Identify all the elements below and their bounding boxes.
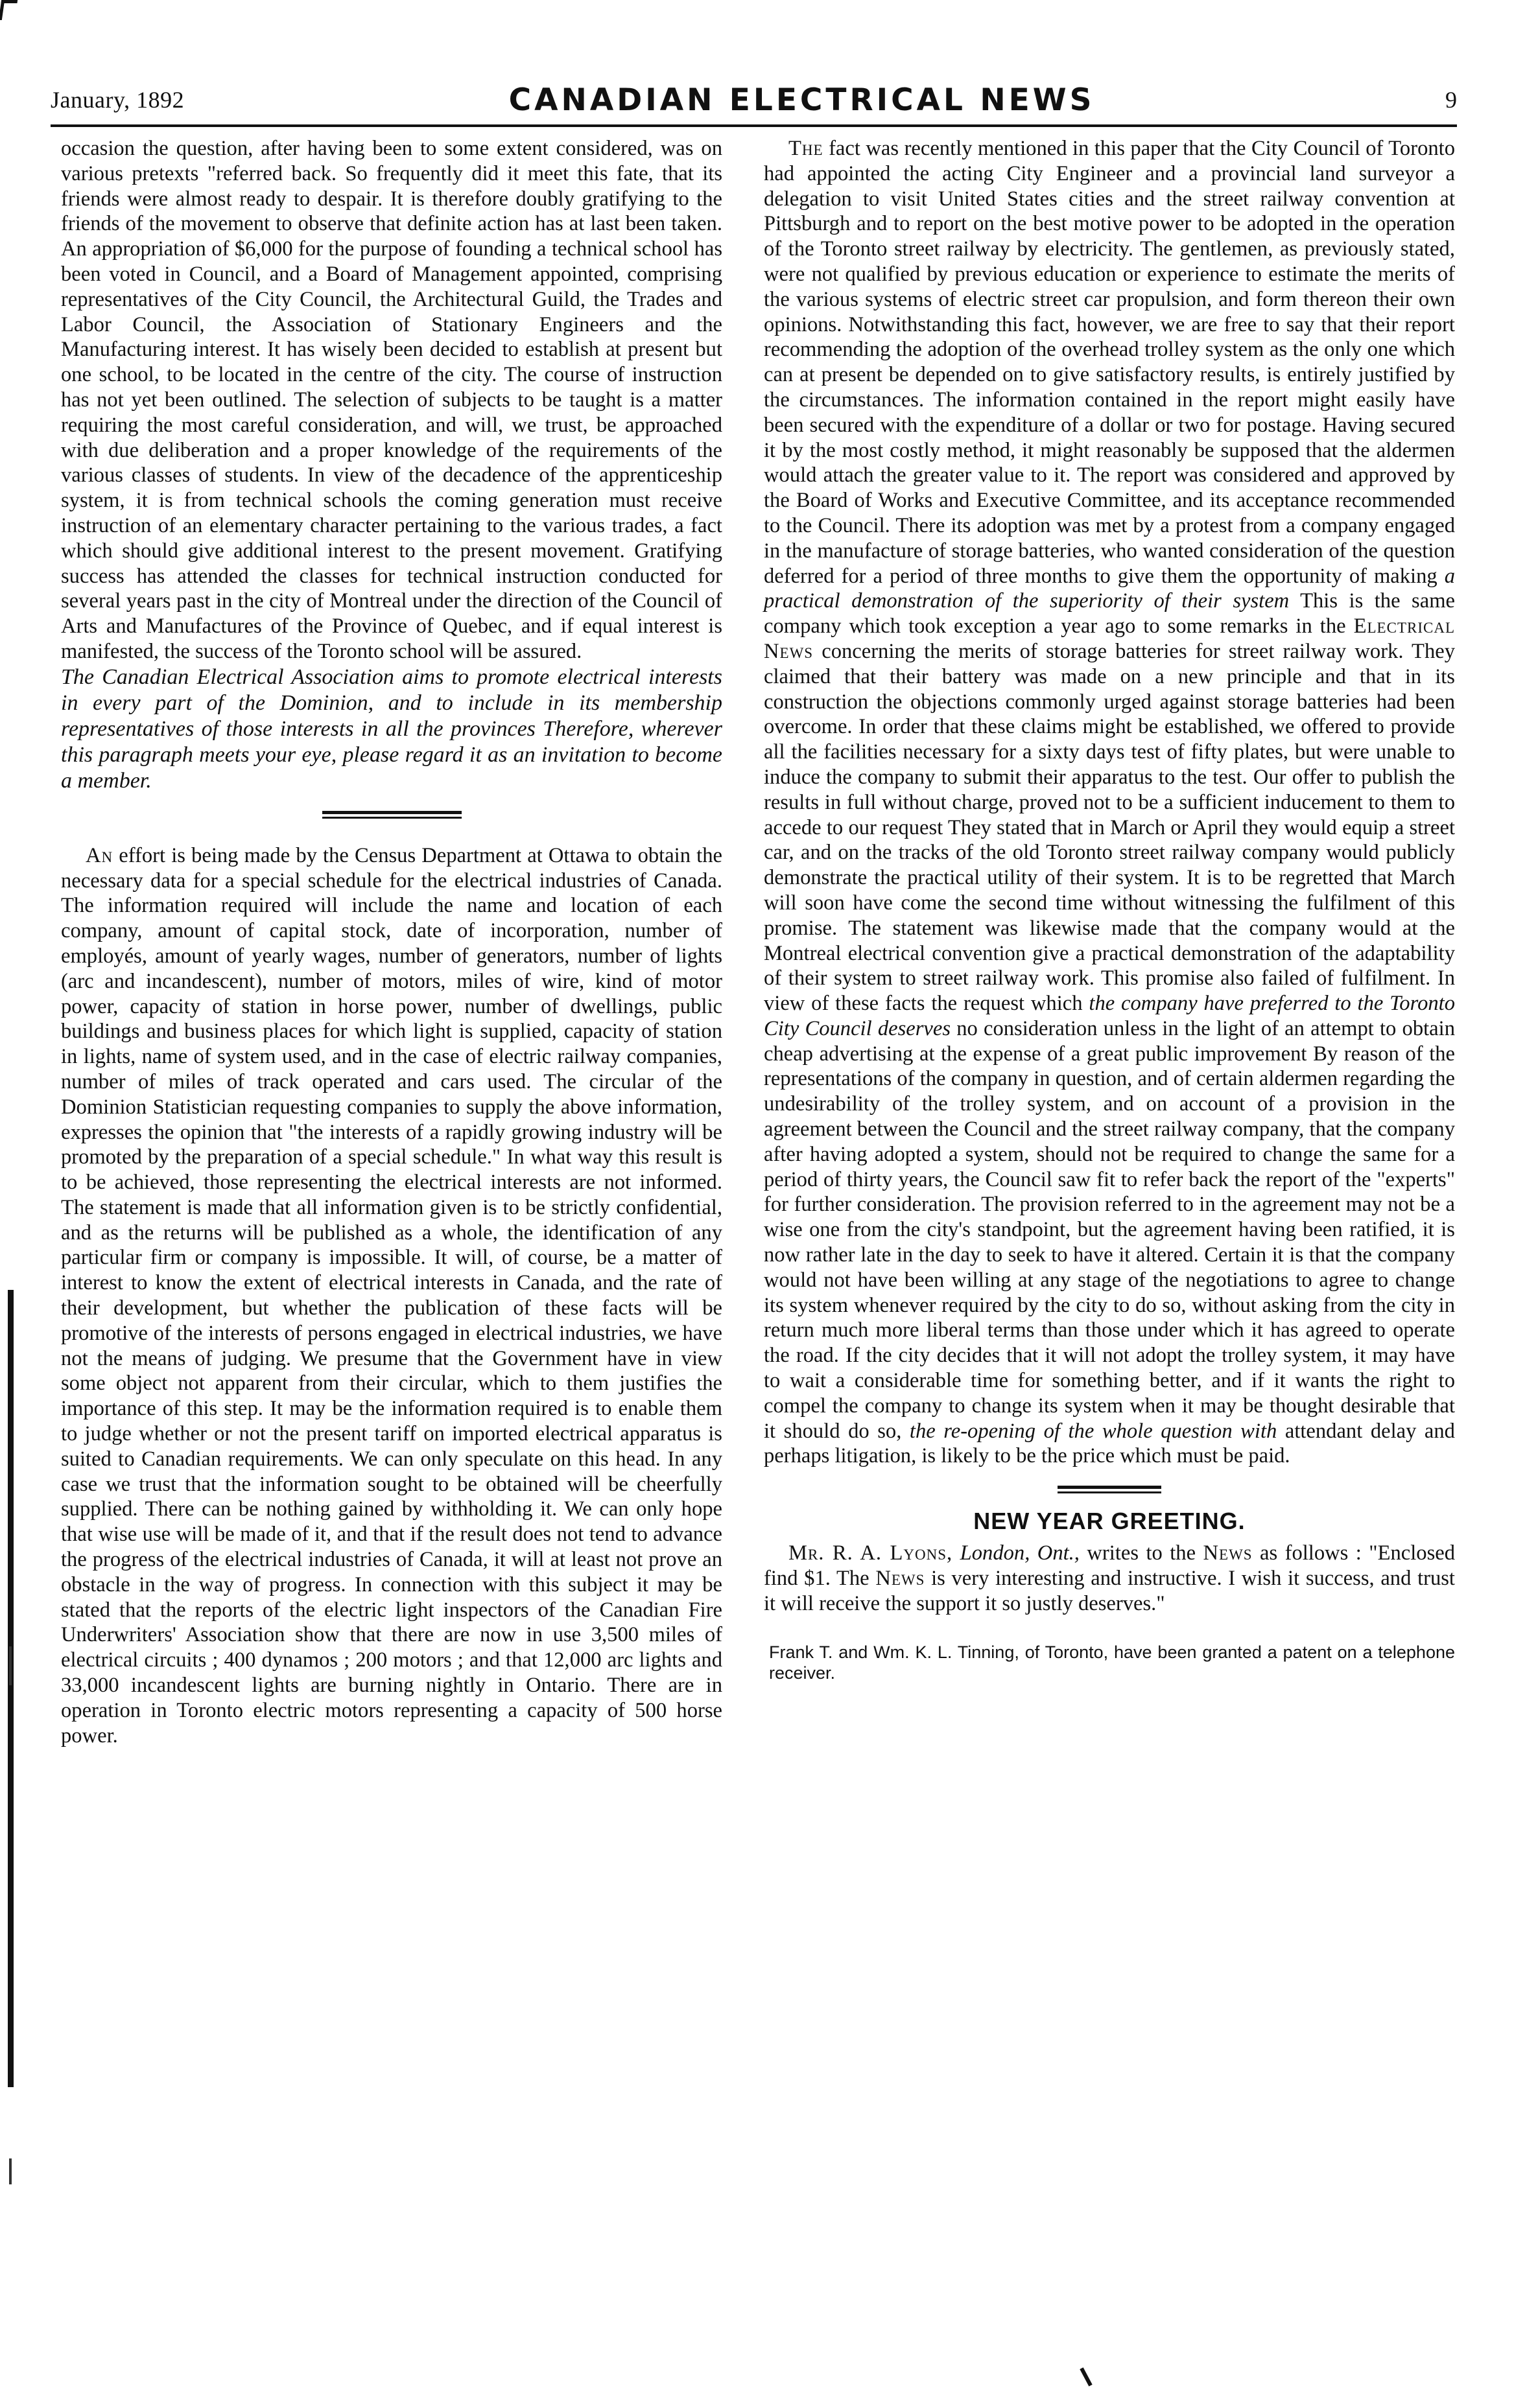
scan-margin-tick [9, 2158, 12, 2184]
street-railway-text-c: concerning the merits of storage batteries for street railway work. They claimed that their battery was made on a new principle and that in its construction the objections commonly urged against storage batteries had been overcome. In order that these claims might be established, we offered to provide all the facilities necessary for a sixty days test of fifty plates, but were unable to induce the company to submit their apparatus to the test. Our offer to publish the results in full without charge, proved not to be a sufficient inducement to them to accede to our request They stated that in March or April they would equip a street car, and on the tracks of the old Toronto street railway company would publicly demonstrate the practical utility of their system. It is to be regretted that March will soon have come the second time without witnessing the fulfilment of this promise. The statement was likewise made that the company would at the Montreal electrical convention give a practical demonstration of the adaptability of their system to street railway work. This promise also failed of fulfilment. In view of these facts the request which [764, 639, 1455, 1016]
greeting-publication-name-2: News [875, 1566, 925, 1590]
greeting-text-c: is very interesting and instructive. I wish it success, and trust it will receive the support it so justly deserves." [764, 1566, 1455, 1615]
scan-bottom-mark [1080, 2367, 1092, 2386]
census-paragraph-body: effort is being made by the Census Department at Ottawa to obtain the necessary data for a special schedule for the electrical industries of Canada. The information required will include the name and location of each company, amount of capital stock, date of incorporation, number of employés, amount of yearly wages, number of generators, number of lights (arc and incandescent), number of motors, miles of wire, kind of motor power, capacity of station in horse power, number of dwellings, public buildings and business places for which light is supplied, capacity of station in lights, name of system used, and in the case of electric railway companies, number of miles of track operated and cars used. The circular of the Dominion Statistician requesting companies to supply the above information, expresses the opinion that "the interests of a rapidly growing industry will be promoted by the preparation of a special schedule." In what way this result is to be achieved, those representing the electrical interests are not informed. The statement is made that all information given is to be strictly confidential, and as the returns will be published as a whole, the identification of any particular firm or company is impossible. It will, of course, be a matter of interest to know the extent of electrical interests in Canada, and the rate of their development, but whether the publication of these facts will be promotive of the interests of persons engaged in electrical industries, we have not the means of judging. We presume that the Government have in view some object not apparent from their circular, which to them justifies the importance of this step. It may be the information required is to enable them to judge whether or not the present tariff on imported electrical apparatus is suited to Canadian requirements. We can only speculate on this head. In any case we trust that the information sought to be obtained will be cheerfully supplied. There can be nothing gained by withholding it. We can only hope that wise use will be made of it, and that if the result does not tend to advance the progress of the electrical industries of Canada, it will at least not prove an obstacle in the way of progress. In connection with this subject it may be stated that the reports of the electric light inspectors of the Canadian Fire Underwriters' Association show that there are now in use 3,500 miles of electrical circuits ; 400 dynamos ; 200 motors ; and that 12,000 arc lights and 33,000 incandescent lights are burning nightly in Ontario. There are in operation in Toronto electric motors representing a capacity of 500 horse power. [61, 843, 722, 1748]
page-number: 9 [1445, 87, 1457, 113]
publication-name-inline: Electrical News [764, 614, 1455, 663]
technical-school-paragraph: occasion the question, after having been to some extent considered, was on various pretexts "referred back. So frequently did it meet this fate, that its friends were almost ready to despair. It is therefore doubly gratifying to the friends of the movement to observe that definite action has at last been taken. An appropriation of $6,000 for the purpose of founding a technical school has been voted in Council, and a Board of Management appointed, comprising representatives of the City Council, the Architectural Guild, the Trades and Labor Council, the Association of Stationary Engineers and the Manufacturing interest. It has wisely been decided to establish at present but one school, to be located in the centre of the city. The course of instruction has not yet been outlined. The selection of subjects to be taught is a matter requiring the most careful consideration, and will, we trust, be approached with due deliberation and a proper knowledge of the requirements of the various classes of students. In view of the decadence of the apprenticeship system, it is from technical schools the coming generation must receive instruction of an elementary character pertaining to the various trades, a fact which should give additional interest to the present movement. Gratifying success has attended the classes for technical instruction conducted for several years past in the city of Montreal under the direction of the Council of Arts and Manufactures of the Province of Quebec, and if equal interest is manifested, the success of the Toronto school will be assured. [61, 137, 722, 663]
scan-margin-bar [8, 1290, 14, 2087]
scan-margin-tick [9, 1646, 12, 1685]
publication-title: CANADIAN ELECTRICAL NEWS [508, 82, 1095, 118]
greeting-lead: Mr. R. A. Lyons, [788, 1541, 953, 1565]
street-railway-italic-a: a practical demonstration of the superiority of their system [764, 564, 1455, 613]
page-corner-mark [0, 0, 18, 20]
street-railway-text-a: fact was recently mentioned in this paper that the City Council of Toronto had appointed the acting City Engineer and a provincial land surveyor a delegation to visit United States cities and the street railway convention at Pittsburgh and to report on the best motive power to be adopted in the operation of the Toronto street railway by electricity. The gentlemen, as previously stated, were not qualified by previous education or experience to estimate the merits of the various systems of electric street car propulsion, and form thereon their own opinions. Notwithstanding this fact, however, we are free to say that their report recommending the adoption of the overhead trolley system as the only one which can at present be depended on to give satisfactory results, is entirely justified by the circumstances. The information contained in the report might easily have been secured with the expenditure of a dollar or two for postage. Having secured it by the most costly method, it might reasonably be supposed that the aldermen would attach the greater value to it. The report was considered and approved by the Board of Works and Executive Committee, and its acceptance recommended to the Council. There its adoption was met by a protest from a company engaged in the manufacture of storage batteries, who wanted consideration of the question deferred for a period of three months to give them the opportunity of making [764, 137, 1455, 588]
greeting-heading: NEW YEAR GREETING. [973, 1508, 1246, 1535]
street-railway-lead: The [788, 137, 823, 160]
section-divider-right [1058, 1486, 1161, 1493]
street-railway-text-e: attendant delay and perhaps litigation, is likely to be the price which must be paid. [764, 1419, 1455, 1468]
left-column [61, 136, 722, 1748]
greeting-text-a: writes to the [1087, 1541, 1196, 1565]
issue-date: January, 1892 [51, 87, 185, 113]
patent-footnote: Frank T. and Wm. K. L. Tinning, of Toronto, have been granted a patent on a telephone receiver. [769, 1642, 1455, 1683]
street-railway-text-d: no consideration unless in the light of an attempt to obtain cheap advertising at the expense of a great public improvement By reason of the representations of the company in question, and of certain aldermen regarding the undesirability of the trolley system, and on account of a provision in the agreement between the Council and the street railway company, that the company after having adopted a system, should not be required to change the same for a period of thirty years, the Council saw fit to refer back the report of the "experts" for further consideration. The provision referred to in the agreement may not be a wise one from the city's standpoint, but the agreement having been ratified, it is now rather late in the day to seek to have it altered. Certain it is that the company would not have been willing at any stage of the negotiations to agree to change its system whenever required by the city to do so, without asking from the city in return much more liberal terms than those under which it has agreed to operate the road. If the city decides that it will not adopt the trolley system, it may have to wait a considerable time for something better, and if it wants the right to compel the company to change its system when it may be thought desirable that it should do so, [764, 1016, 1455, 1443]
greeting-text-b: as follows : "Enclosed find $1. The [764, 1541, 1455, 1590]
census-paragraph-lead: An [86, 843, 113, 867]
greeting-publication-name: News [1203, 1541, 1253, 1565]
section-divider [322, 811, 462, 819]
street-railway-italic-b: the company have preferred to the Toronto City Council deserves [764, 992, 1455, 1040]
greeting-location: London, Ont., [960, 1541, 1080, 1565]
page-header [51, 81, 1457, 119]
street-railway-paragraph [764, 136, 1455, 1469]
street-railway-italic-c: the re-opening of the whole question with [909, 1419, 1277, 1443]
header-rule [51, 124, 1457, 127]
street-railway-text-b: This is the same company which took exception a year ago to some remarks in the [764, 589, 1455, 638]
right-column [764, 136, 1455, 1683]
greeting-paragraph [764, 1541, 1455, 1616]
association-notice: The Canadian Electrical Association aims to promote electrical interests in every part of the Dominion, and to include in its membership representatives of those interests in all the provinces Therefore, wherever this paragraph meets your eye, please regard it as an invitation to become a member. [61, 664, 722, 793]
census-paragraph [61, 843, 722, 1749]
